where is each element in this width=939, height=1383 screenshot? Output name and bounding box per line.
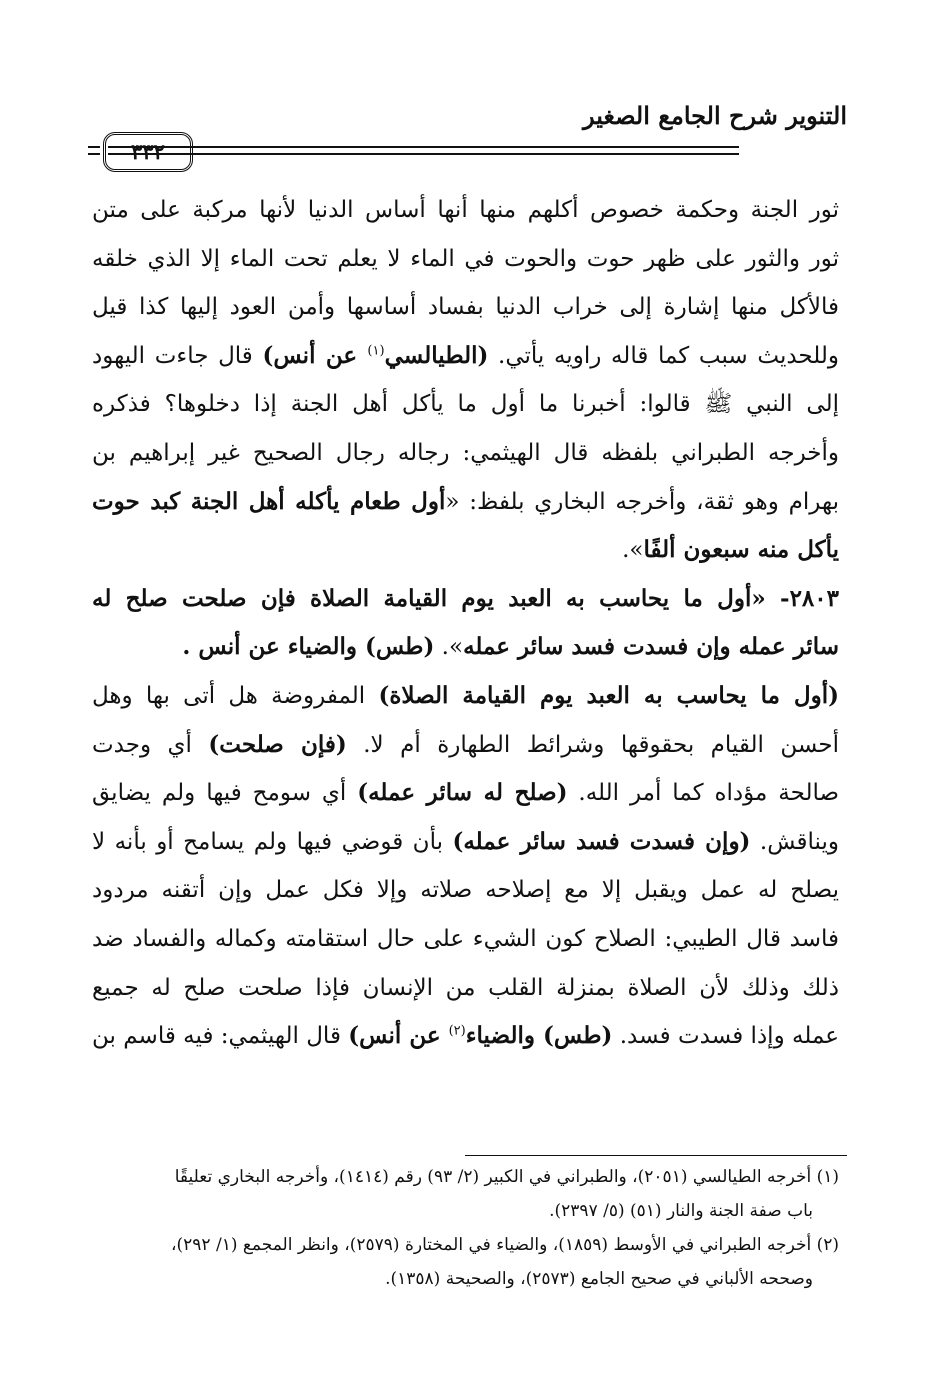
bold-text: (فإن صلحت): [208, 730, 347, 758]
text-run: أحسن القيام بحقوقها وشرائط الطهارة أم لا.: [346, 731, 839, 758]
bold-text: (طس) والضياء: [465, 1022, 613, 1050]
text-run: ثور والثور على ظهر حوت والحوت في الماء لا يعلم تحت الماء إلا الذي خلقه: [92, 245, 839, 272]
bold-text: أول ما يحاسب به العبد يوم القيامة الصلاة فإن صلحت صلح له: [92, 584, 752, 612]
text-line: [92, 866, 839, 915]
bold-text: ٢٨٠٣- «: [751, 584, 839, 612]
text-run: المفروضة هل أتى بها وهل: [92, 682, 379, 709]
text-line: [92, 235, 839, 284]
text-run: بأن قوضي فيها ولم يسامح أو بأنه لا: [92, 828, 453, 855]
text-line: [92, 769, 839, 818]
footnote-marker: (١): [367, 343, 385, 359]
footnotes: [92, 1160, 839, 1296]
main-text: [92, 186, 839, 1061]
bold-text: أول طعام يأكله أهل الجنة كبد حوت: [92, 487, 446, 515]
bold-text: (الطيالسي: [384, 341, 489, 369]
text-run: وللحديث سبب كما قاله راويه يأتي.: [488, 342, 839, 369]
text-line: [92, 429, 839, 478]
footnote-line: (١) أخرجه الطيالسي (٢٠٥١)، والطبراني في الكبير (٢/ ٩٣) رقم (١٤١٤)، وأخرجه البخاري تعليقًا: [174, 1167, 839, 1187]
text-run: بهرام وهو ثقة، وأخرجه البخاري بلفظ: «: [445, 488, 839, 515]
text-run: ».: [434, 634, 464, 661]
text-run: أي سومح فيها ولم يضايق: [92, 780, 358, 807]
text-line: [92, 526, 839, 575]
text-run: عمله وإذا فسدت فسد.: [612, 1023, 839, 1050]
text-run: أي وجدت: [92, 731, 209, 758]
text-run: قال الهيثمي: فيه قاسم بن: [92, 1023, 349, 1050]
bold-text: يأكل منه سبعون ألفًا: [643, 536, 839, 564]
text-line: [92, 332, 839, 381]
text-run: وأخرجه الطبراني بلفظه قال الهيثمي: رجاله رجال الصحيح غير إبراهيم بن: [92, 439, 839, 466]
text-line: [92, 380, 839, 429]
text-run: قال جاءت اليهود: [92, 342, 263, 369]
text-line: [92, 575, 839, 624]
text-run: فاسد قال الطيبي: الصلاح كون الشيء على حال استقامته وكماله والفساد ضد: [92, 925, 839, 952]
bold-text: (صلح له سائر عمله): [357, 779, 568, 807]
bold-text: سائر عمله وإن فسدت فسد سائر عمله: [463, 633, 839, 661]
text-run: صالحة مؤداه كما أمر الله.: [567, 780, 840, 807]
text-run: ».: [622, 537, 644, 564]
bold-text: (وإن فسدت فسد سائر عمله): [452, 827, 751, 855]
text-run: يصلح له عمل ويقبل إلا مع إصلاحه صلاته وإلا فكل عمل وإن أتقنه مردود: [92, 877, 839, 904]
page-number: ٣٣٢: [103, 132, 193, 172]
text-line: [92, 623, 839, 672]
text-line: [92, 915, 839, 964]
bold-text: (طس) والضياء عن أنس .: [182, 633, 435, 661]
text-run: إلى النبي ﷺ قالوا: أخبرنا ما أول ما يأكل أهل الجنة إذا دخلوها؟ فذكره: [92, 391, 839, 418]
text-run: ذلك وذلك لأن الصلاة بمنزلة القلب من الإنسان فإذا صلحت صلح له جميع: [92, 974, 839, 1001]
text-run: ويناقش.: [750, 828, 839, 855]
footnote-line: باب صفة الجنة والنار (٥١) (٥/ ٢٣٩٧).: [549, 1201, 813, 1221]
text-line: [92, 186, 839, 235]
text-line: [92, 478, 839, 527]
header-rule-end: [88, 146, 100, 155]
text-run: فالأكل منها إشارة إلى خراب الدنيا بفساد أساسها وأمن العود إليها كذا قيل: [92, 294, 839, 321]
footnote-marker: (٢): [448, 1023, 466, 1039]
bold-text: (أول ما يحاسب به العبد يوم القيامة الصلاة): [378, 681, 840, 709]
text-line: [92, 721, 839, 770]
text-line: [92, 818, 839, 867]
text-run: ثور الجنة وحكمة خصوص أكلهم منها أنها أساس الدنيا لأنها مركبة على متن: [92, 197, 839, 223]
running-title: التنوير شرح الجامع الصغير: [583, 101, 847, 130]
text-line: [92, 964, 839, 1013]
footnote-separator: [465, 1155, 847, 1156]
bold-text: عن أنس): [262, 341, 368, 369]
text-line: [92, 283, 839, 332]
header-double-rule: [108, 146, 739, 155]
footnote-line: (٢) أخرجه الطبراني في الأوسط (١٨٥٩)، والضياء في المختارة (٢٥٧٩)، وانظر المجمع (١/ ٢٩٢)،: [171, 1235, 839, 1255]
footnote-line: وصححه الألباني في صحيح الجامع (٢٥٧٣)، والصحيحة (١٣٥٨).: [385, 1269, 813, 1289]
text-line: [92, 672, 839, 721]
bold-text: عن أنس): [348, 1022, 449, 1050]
text-line: [92, 1012, 839, 1061]
